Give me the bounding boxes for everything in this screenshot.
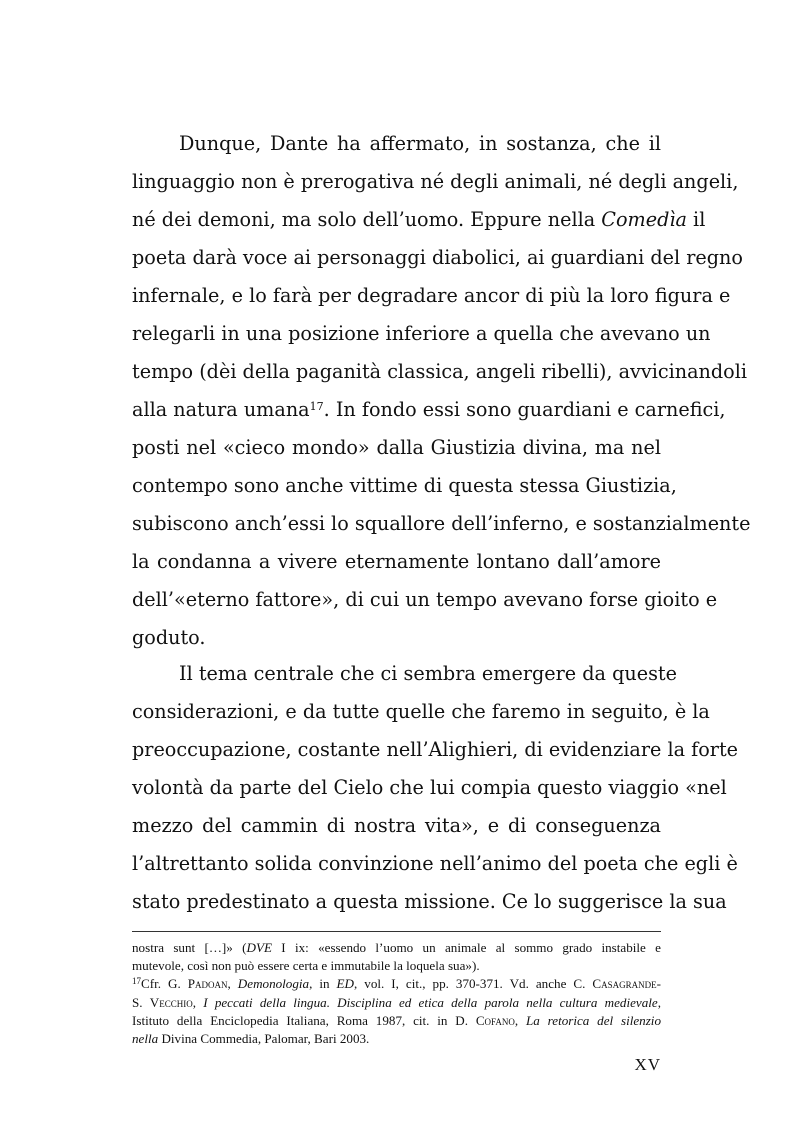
footnote-line-2 xyxy=(132,958,661,974)
paragraph-1-line-2 xyxy=(132,170,739,193)
paragraph-1-line-4 xyxy=(132,246,743,269)
paragraph-2-line-4 xyxy=(132,776,727,799)
paragraph-1-line-8 xyxy=(132,398,726,421)
paragraph-1-line-14 xyxy=(132,626,661,649)
footnote-number: 17 xyxy=(132,976,141,986)
text: infernale, e lo farà per degradare ancor di più la loro figura e xyxy=(132,284,731,307)
text: l’altrettanto solida convinzione nell’animo del poeta che egli è xyxy=(132,852,738,875)
paragraph-2-line-2 xyxy=(132,700,710,723)
paragraph-2-line-1 xyxy=(179,662,677,685)
text: . In fondo essi sono guardiani e carnefici, xyxy=(323,398,726,421)
text: , in xyxy=(309,976,337,991)
author-name: Vecchio xyxy=(149,995,193,1010)
text: Dunque, Dante ha affermato, in sostanza, che il xyxy=(179,132,661,155)
footnote-line-1 xyxy=(132,940,661,956)
text: Divina Commedia xyxy=(158,1031,258,1046)
text: volontà da parte del Cielo che lui compia questo viaggio «nel xyxy=(132,776,727,799)
text: considerazioni, e da tutte quelle che faremo in seguito, è la xyxy=(132,700,710,723)
text: Istituto della Enciclopedia Italiana, Roma 1987, cit. in D. xyxy=(132,1013,476,1028)
text: , xyxy=(657,995,661,1010)
text: tempo (dèi della paganità classica, angeli ribelli), avvicinandoli xyxy=(132,360,747,383)
footnote-separator xyxy=(132,931,661,932)
text: subiscono anch’essi lo squallore dell’inferno, e sostanzialmente xyxy=(132,512,751,535)
footnote-17-line-2 xyxy=(132,995,661,1011)
text: Cfr. G. xyxy=(141,976,188,991)
paragraph-1-line-13 xyxy=(132,588,718,611)
text: il xyxy=(686,208,706,231)
footnote-reference[interactable]: 17 xyxy=(309,400,324,413)
text: preoccupazione, costante nell’Alighieri, di evidenziare la forte xyxy=(132,738,739,761)
paragraph-1-line-12 xyxy=(132,550,661,573)
paragraph-1-line-10 xyxy=(132,474,677,497)
italic-title: I peccati della lingua. Disciplina ed etica della parola nella cultura medievale xyxy=(203,995,658,1010)
italic-title: nella xyxy=(132,1031,159,1046)
paragraph-2-line-3 xyxy=(132,738,739,761)
footnote-17-line-4 xyxy=(132,1031,661,1047)
author-name: Padoan xyxy=(187,976,228,991)
footnote-17-line-3 xyxy=(132,1013,661,1029)
text: , Palomar, Bari 2003. xyxy=(257,1031,370,1046)
text: mezzo del cammin di nostra vita», e di conseguenza xyxy=(132,814,661,837)
text: , xyxy=(192,995,204,1010)
italic-title: Comedìa xyxy=(601,208,687,231)
paragraph-1-line-9 xyxy=(132,436,661,459)
text: , xyxy=(227,976,238,991)
paragraph-1-line-1 xyxy=(179,132,661,155)
text: stato predestinato a questa missione. Ce lo suggerisce la sua xyxy=(132,890,727,913)
text: relegarli in una posizione inferiore a quella che avevano un xyxy=(132,322,711,345)
text: nostra sunt […]» ( xyxy=(132,940,247,955)
paragraph-1-line-6 xyxy=(132,322,711,345)
paragraph-2-line-7 xyxy=(132,890,727,913)
text: , vol. I, cit., pp. 370-371. Vd. anche C. xyxy=(354,976,593,991)
italic-title: Demonologia xyxy=(237,976,310,991)
page-number: XV xyxy=(634,1055,661,1074)
text: mutevole, così non può essere certa e immutabile la loquela sua»). xyxy=(132,958,480,973)
paragraph-1-line-7 xyxy=(132,360,747,383)
text: I ix: «essendo l’uomo un animale al sommo grado instabile e xyxy=(271,940,661,955)
paragraph-1-line-3 xyxy=(132,208,706,231)
text: linguaggio non è prerogativa né degli animali, né degli angeli, xyxy=(132,170,739,193)
paragraph-2-line-6 xyxy=(132,852,738,875)
text: , xyxy=(514,1013,526,1028)
text: la condanna a vivere eternamente lontano dall’amore xyxy=(132,550,661,573)
text: poeta darà voce ai personaggi diabolici, ai guardiani del regno xyxy=(132,246,743,269)
italic-abbrev: ED xyxy=(336,976,355,991)
text: contempo sono anche vittime di questa stessa Giustizia, xyxy=(132,474,677,497)
text: posti nel «cieco mondo» dalla Giustizia divina, ma nel xyxy=(132,436,661,459)
text: né dei demoni, ma solo dell’uomo. Eppure nella xyxy=(132,208,602,231)
footnote-17-line-1 xyxy=(132,976,661,992)
text: dell’«eterno fattore», di cui un tempo avevano forse gioito e xyxy=(132,588,718,611)
italic-title: La retorica del silenzio xyxy=(526,1013,661,1028)
paragraph-1-line-11 xyxy=(132,512,751,535)
author-name: Cofano xyxy=(475,1013,515,1028)
text: alla natura umana xyxy=(132,398,310,421)
paragraph-2-line-5 xyxy=(132,814,661,837)
text: Il tema centrale che ci sembra emergere da queste xyxy=(179,662,677,685)
paragraph-1-line-5 xyxy=(132,284,731,307)
text: S. xyxy=(132,995,150,1010)
text: goduto. xyxy=(132,626,206,649)
italic-abbrev: DVE xyxy=(246,940,272,955)
author-name: Casagrande- xyxy=(592,976,662,991)
